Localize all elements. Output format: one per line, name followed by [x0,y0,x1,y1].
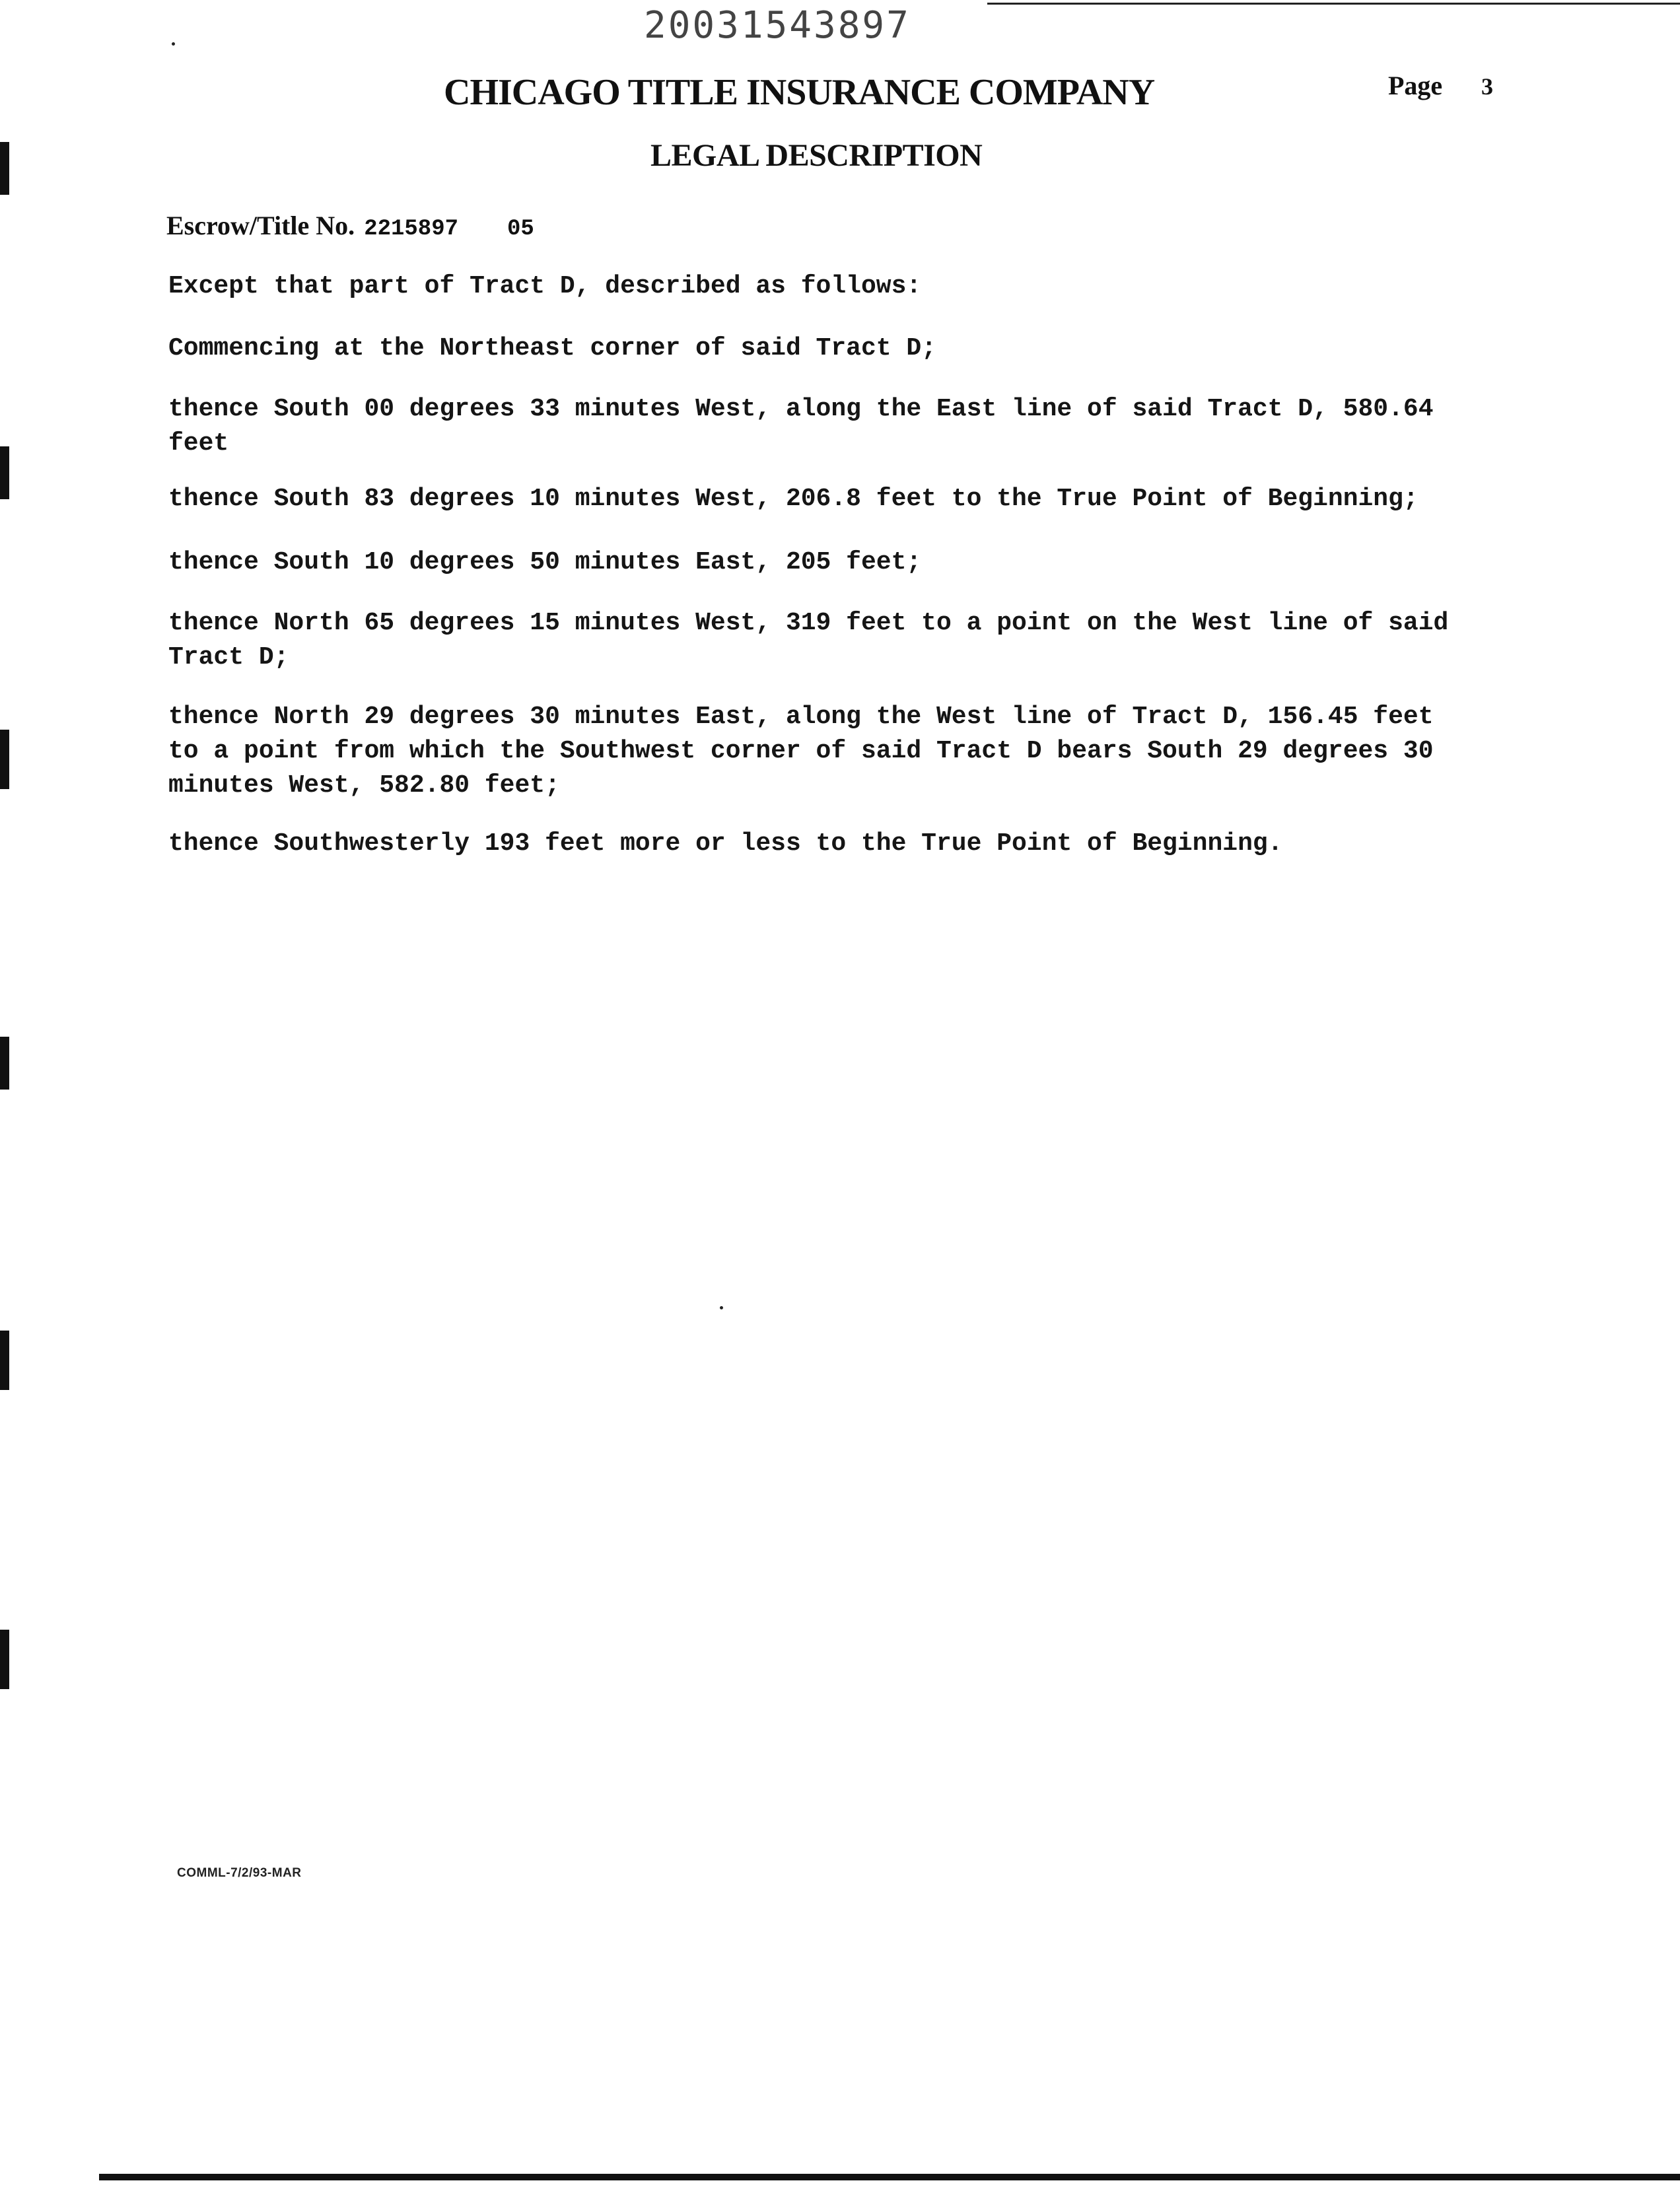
scan-mark [0,446,9,499]
scan-mark [0,1331,9,1390]
escrow-number: 2215897 [364,217,459,242]
company-name: CHICAGO TITLE INSURANCE COMPANY [444,72,1155,113]
scan-mark [0,1037,9,1090]
scan-mark [0,730,9,789]
scan-speck [720,1306,723,1309]
paragraph-course-2: thence South 83 degrees 10 minutes West, 206.8 feet to the True Point of Beginning; [168,485,1418,513]
paragraph-course-3: thence South 10 degrees 50 minutes East, 205 feet; [168,548,922,576]
page-number: 3 [1481,73,1493,100]
escrow-suffix: 05 [507,217,534,242]
paragraph-course-6: thence Southwesterly 193 feet more or less to the True Point of Beginning. [168,829,1283,858]
paragraph-commencing: Commencing at the Northeast corner of said Tract D; [168,334,936,363]
paragraph-exception: Except that part of Tract D, described as follows: [168,272,922,300]
escrow-line [166,210,534,242]
document-subtitle: LEGAL DESCRIPTION [650,138,983,173]
scan-mark [0,1630,9,1689]
form-code: COMML-7/2/93-MAR [177,1866,302,1880]
top-rule [987,3,1680,5]
page-label: Page [1388,71,1443,100]
escrow-label: Escrow/Title No. [166,211,355,240]
bottom-rule [99,2174,1680,2180]
paragraph-course-1: thence South 00 degrees 33 minutes West, along the East line of said Tract D, 580.64 feet [168,395,1434,458]
scan-mark [0,142,9,195]
scan-speck [172,42,175,46]
paragraph-course-4: thence North 65 degrees 15 minutes West, 319 feet to a point on the West line of said Tract D; [168,609,1449,672]
document-number: 20031543897 [644,4,911,47]
paragraph-course-5: thence North 29 degrees 30 minutes East, along the West line of Tract D, 156.45 feet to a point from which the Southwest corner of said Tract D bears South 29 degrees 30 minutes West, 582.80 feet; [168,703,1434,800]
